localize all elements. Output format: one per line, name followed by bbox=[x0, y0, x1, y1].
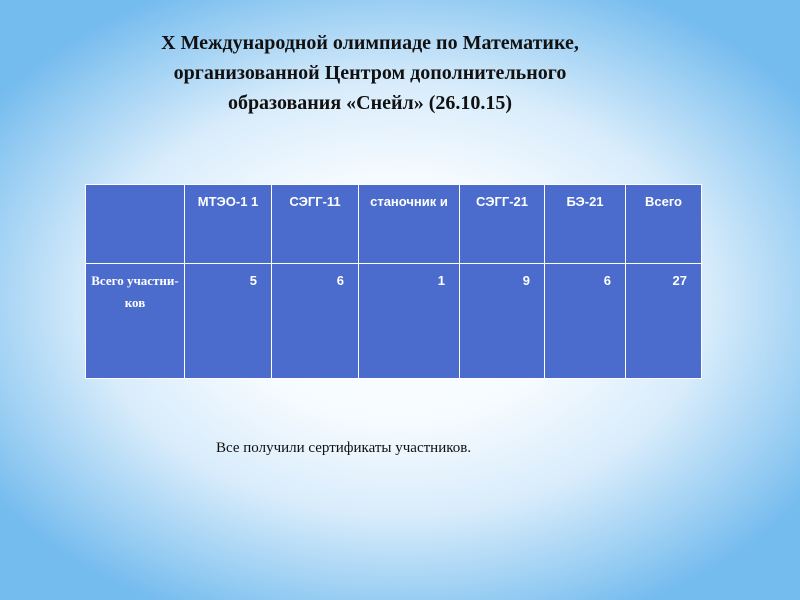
value-cell-segg-11: 6 bbox=[272, 264, 359, 379]
header-cell-segg-21: СЭГГ-21 bbox=[460, 185, 545, 264]
footer-note: Все получили сертификаты участников. bbox=[216, 440, 472, 456]
table-corner-cell bbox=[86, 185, 185, 264]
header-cell-total: Всего bbox=[626, 185, 702, 264]
value-cell-total: 27 bbox=[626, 264, 702, 379]
slide-title bbox=[100, 28, 640, 118]
value-cell-segg-21: 9 bbox=[460, 264, 545, 379]
table-header-row bbox=[86, 185, 702, 264]
header-cell-be-21: БЭ-21 bbox=[545, 185, 626, 264]
header-cell-segg-11: СЭГГ-11 bbox=[272, 185, 359, 264]
header-cell-stanochniki: станочник и bbox=[359, 185, 460, 264]
header-cell-mteo: МТЭО-1 1 bbox=[185, 185, 272, 264]
row-label-total-participants: Всего участни-ков bbox=[86, 264, 185, 379]
title-line-2: организованной Центром дополнительного bbox=[173, 62, 567, 84]
value-cell-mteo: 5 bbox=[185, 264, 272, 379]
title-line-3: образования «Снейл» (26.10.15) bbox=[227, 92, 513, 114]
table-row bbox=[86, 264, 702, 379]
value-cell-be-21: 6 bbox=[545, 264, 626, 379]
title-line-1: X Международной олимпиаде по Математике, bbox=[161, 32, 579, 54]
value-cell-stanochniki: 1 bbox=[359, 264, 460, 379]
participants-table bbox=[85, 184, 702, 379]
